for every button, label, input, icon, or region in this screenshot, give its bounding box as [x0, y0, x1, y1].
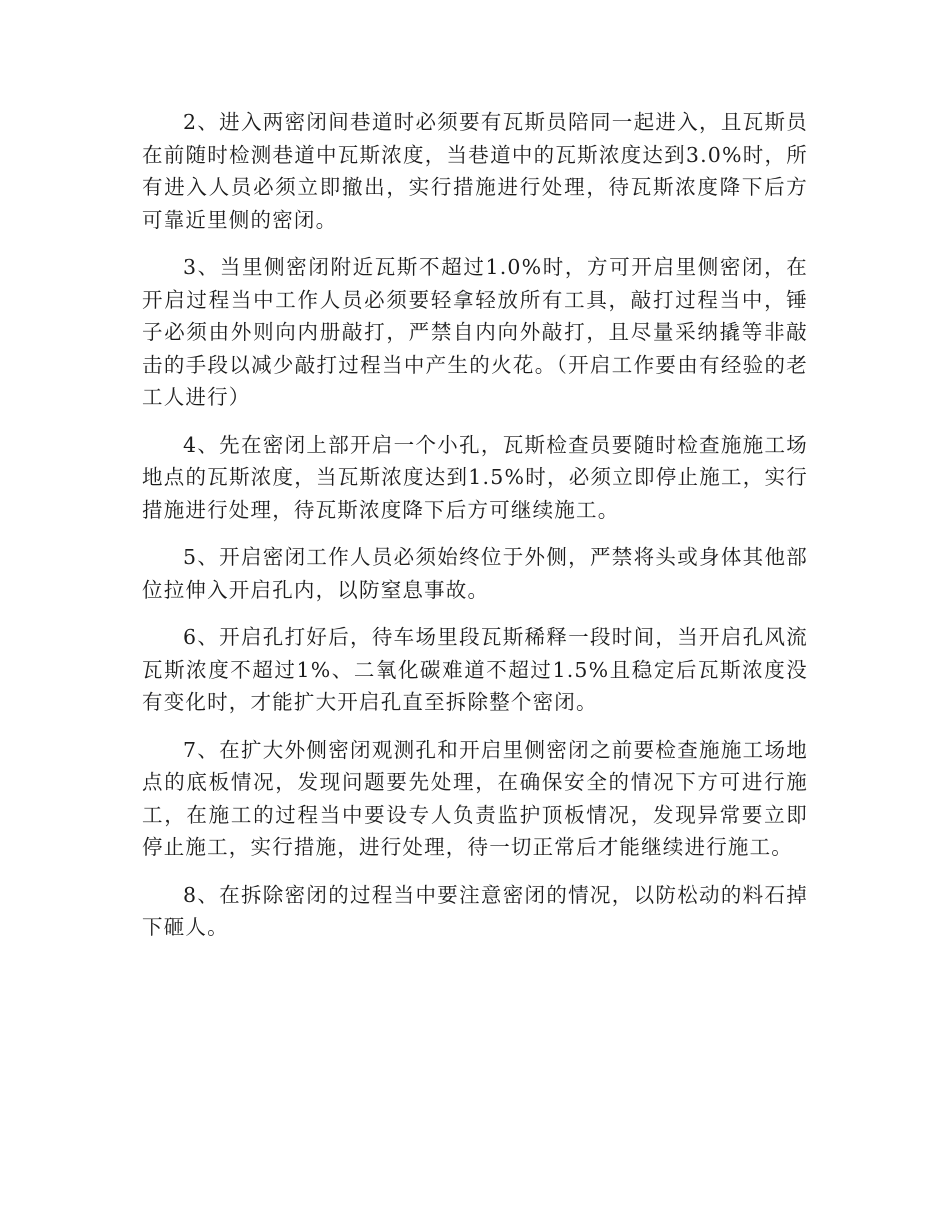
paragraph-item-8: 8、在拆除密闭的过程当中要注意密闭的情况，以防松动的料石掉下砸人。: [142, 882, 808, 939]
paragraph-item-7: 7、在扩大外侧密闭观测孔和开启里侧密闭之前要检查施施工场地点的底板情况，发现问题要先处理，在确保安全的情况下方可进行施工，在施工的过程当中要设专人负责监护顶板情况，发现异常要立即停止施工，实行措施，进行处理，待一切正常后才能继续进行施工。: [142, 737, 808, 859]
paragraph-item-2: 2、进入两密闭间巷道时必须要有瓦斯员陪同一起进入，且瓦斯员在前随时检测巷道中瓦斯浓度，当巷道中的瓦斯浓度达到3.0%时，所有进入人员必须立即撤出，实行措施进行处理，待瓦斯浓度降下后方可靠近里侧的密闭。: [142, 110, 808, 232]
paragraph-item-4: 4、先在密闭上部开启一个小孔，瓦斯检查员要随时检查施施工场地点的瓦斯浓度，当瓦斯浓度达到1.5%时，必须立即停止施工，实行措施进行处理，待瓦斯浓度降下后方可继续施工。: [142, 432, 808, 522]
paragraph-item-3: 3、当里侧密闭附近瓦斯不超过1.0%时，方可开启里侧密闭，在开启过程当中工作人员必须要轻拿轻放所有工具，敲打过程当中，锤子必须由外则向内册敲打，严禁自内向外敲打，且尽量采纳撬等非敲击的手段以减少敲打过程当中产生的火花。（开启工作要由有经验的老工人进行）: [142, 255, 808, 409]
document-body: [142, 106, 808, 959]
paragraph-item-6: 6、开启孔打好后，待车场里段瓦斯稀释一段时间，当开启孔风流瓦斯浓度不超过1%、二氧化碳难道不超过1.5%且稳定后瓦斯浓度没有变化时，才能扩大开启孔直至拆除整个密闭。: [142, 625, 808, 714]
paragraph-item-5: 5、开启密闭工作人员必须始终位于外侧，严禁将头或身体其他部位拉伸入开启孔内，以防窒息事故。: [142, 545, 808, 602]
